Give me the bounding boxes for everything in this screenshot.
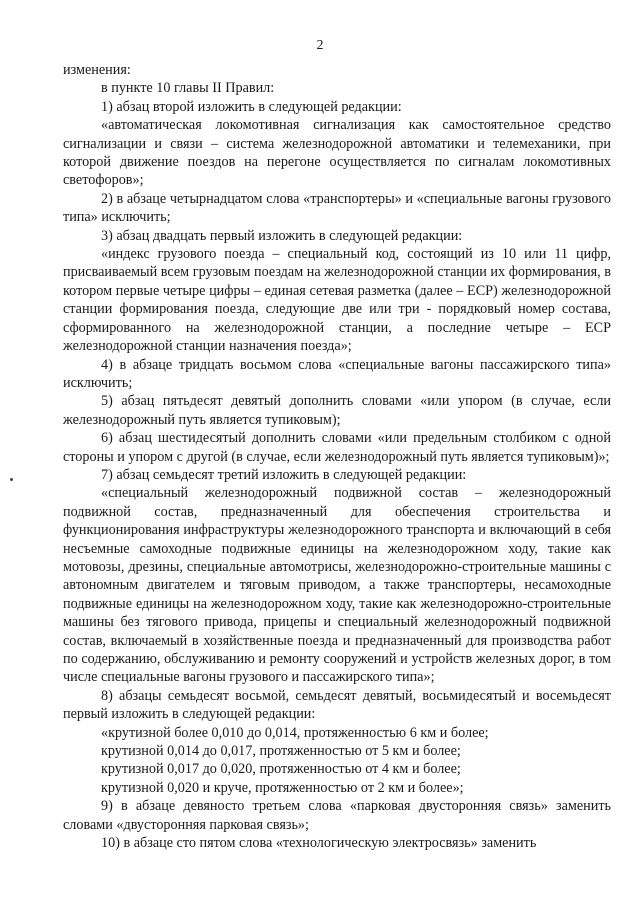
document-body: [63, 61, 611, 852]
paragraph: 6) абзац шестидесятый дополнить словами «или предельным столбиком с одной стороны и упором с другой (в случае, если железнодорожный путь является тупиковым)»;: [63, 430, 611, 465]
paragraph: «крутизной более 0,010 до 0,014, протяженностью 6 км и более;: [101, 724, 489, 741]
paragraph: 4) в абзаце тридцать восьмом слова «специальные вагоны пассажирского типа» исключить;: [63, 356, 611, 391]
paragraph: 1) абзац второй изложить в следующей редакции:: [101, 98, 402, 115]
paragraph: «автоматическая локомотивная сигнализация как самостоятельное средство сигнализации и связи – система железнодорожной автоматики и телемеханики, при которой движение поездов на перегоне осуществляется по сигналам локомотивных светофоров»;: [63, 117, 611, 189]
paragraph: крутизной 0,020 и круче, протяженностью от 2 км и более»;: [101, 779, 464, 796]
paragraph: 9) в абзаце девяносто третьем слова «парковая двусторонняя связь» заменить словами «двусторонняя парковая связь»;: [63, 798, 611, 833]
paragraph: 2) в абзаце четырнадцатом слова «транспортеры» и «специальные вагоны грузового типа» исключить;: [63, 190, 611, 226]
paragraph: в пункте 10 главы II Правил:: [101, 80, 275, 97]
page-number: 2: [316, 38, 324, 53]
paragraph: 8) абзацы семьдесят восьмой, семьдесят девятый, восьмидесятый и восемьдесят первый изложить в следующей редакции:: [63, 687, 611, 723]
paragraph: изменения:: [63, 62, 131, 78]
paragraph: 10) в абзаце сто пятом слова «технологическую электросвязь» заменить: [101, 835, 537, 852]
scan-artifact-dot: [10, 478, 13, 481]
paragraph: «специальный железнодорожный подвижной состав – железнодорожный подвижной состав, предназначенный для обеспечения строительства и функционирования инфраструктуры железнодорожного транспорта и включающий в себя несъемные самоходные подвижные единицы на железнодорожном ходу, такие как мотовозы, дрезины, специальные автомотрисы, железнодорожно-строительные машины с автономным двигателем и тяговым приводом, а также транспортеры, несамоходные подвижные единицы на железнодорожном ходу, такие как железнодорожно-строительные машины без тягового привода, прицепы и специальный железнодорожный подвижной состав, включаемый в хозяйственные поезда и предназначенный для производства работ по содержанию, обслуживанию и ремонту сооружений и устройств железных дорог, в том числе специальные вагоны грузового и пассажирского типа»;: [63, 485, 611, 686]
paragraph: крутизной 0,014 до 0,017, протяженностью от 5 км и более;: [101, 743, 461, 760]
paragraph: 3) абзац двадцать первый изложить в следующей редакции:: [101, 227, 463, 244]
paragraph: 5) абзац пятьдесят девятый дополнить словами «или упором (в случае, если железнодорожный путь является тупиковым);: [63, 393, 611, 428]
paragraph: 7) абзац семьдесят третий изложить в следующей редакции:: [101, 466, 467, 483]
paragraph: крутизной 0,017 до 0,020, протяженностью от 4 км и более;: [101, 761, 461, 778]
paragraph: «индекс грузового поезда – специальный код, состоящий из 10 или 11 цифр, присваиваемый всем грузовым поездам на железнодорожной станции их формирования, в котором первые четыре цифры – единая сетевая разметка (далее – ЕСР) железнодорожной станции формирования поезда, следующие две или три - порядковый номер состава, сформированного на железнодорожной станции, а последние четыре – ЕСР железнодорожной станции назначения поезда»;: [63, 246, 611, 355]
